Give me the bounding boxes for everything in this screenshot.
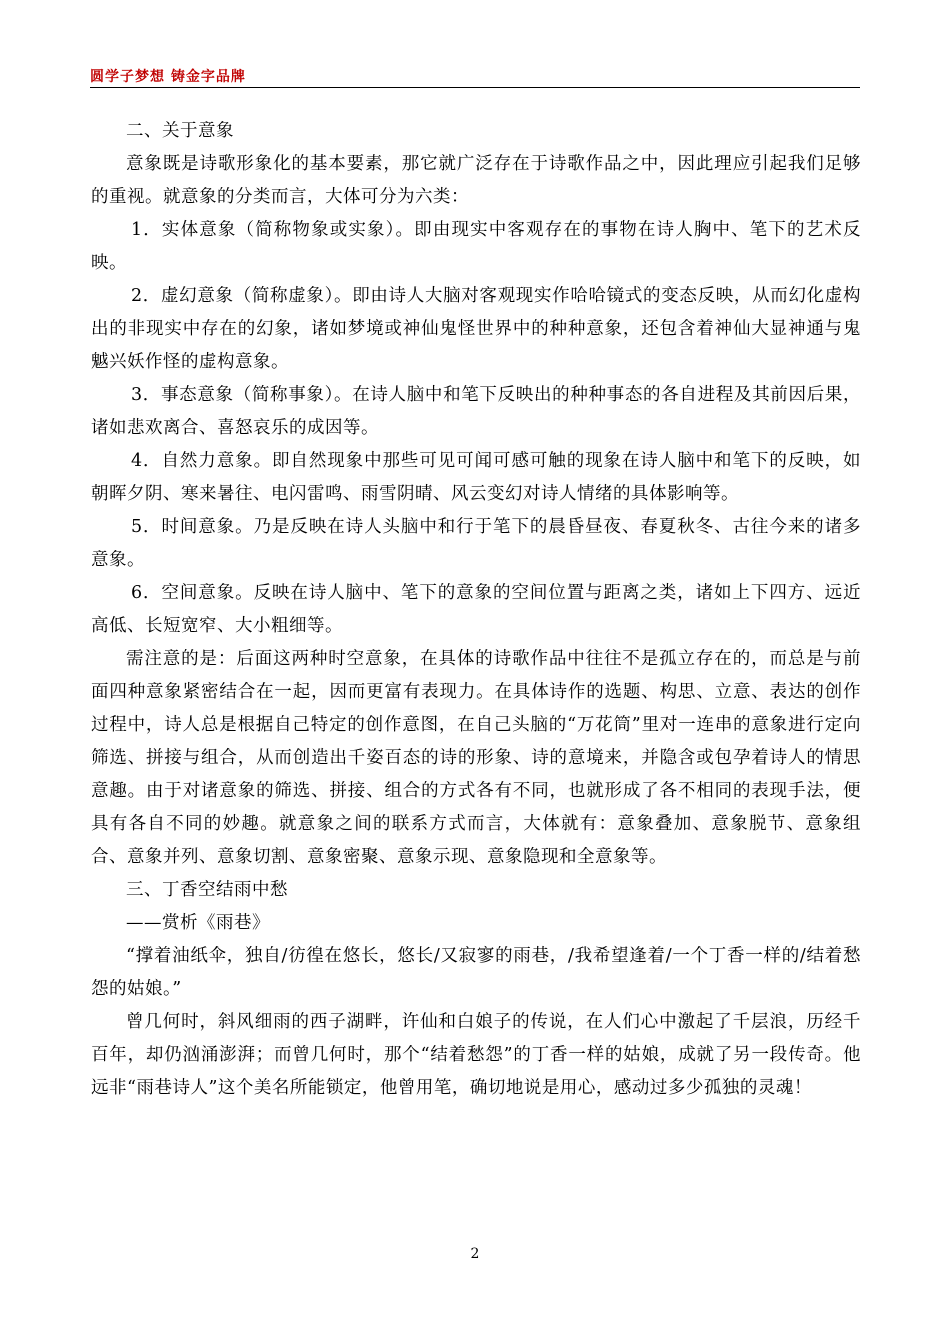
page-header (90, 62, 860, 88)
list-item-4: 4．自然力意象。即自然现象中那些可见可闻可感可触的现象在诗人脑中和笔下的反映，如朝晖夕阴、寒来暑往、电闪雷鸣、雨雪阴晴、风云变幻对诗人情绪的具体影响等。 (91, 451, 861, 504)
page-number: 2 (470, 1246, 480, 1262)
list-item-5: 5．时间意象。乃是反映在诗人头脑中和行于笔下的晨昏昼夜、春夏秋冬、古往今来的诸多意象。 (91, 517, 861, 570)
section-heading-imagery: 二、关于意象 (126, 121, 234, 141)
poem-quote: “撑着油纸伞，独自/彷徨在悠长，悠长/又寂寥的雨巷，/我希望逢着/一个丁香一样的/结着愁怨的姑娘。” (91, 946, 861, 999)
paragraph-intro: 意象既是诗歌形象化的基本要素，那它就广泛存在于诗歌作品之中，因此理应引起我们足够的重视。就意象的分类而言，大体可分为六类： (91, 154, 861, 207)
list-item-3: 3．事态意象（简称事象）。在诗人脑中和笔下反映出的种种事态的各自进程及其前因后果，诸如悲欢离合、喜怒哀乐的成因等。 (91, 385, 861, 438)
paragraph-note: 需注意的是：后面这两种时空意象，在具体的诗歌作品中往往不是孤立存在的，而总是与前面四种意象紧密结合在一起，因而更富有表现力。在具体诗作的选题、构思、立意、表达的创作过程中，诗人总是根据自己特定的创作意图，在自己头脑的“万花筒”里对一连串的意象进行定向筛选、拼接与组合，从而创造出千姿百态的诗的形象、诗的意境来，并隐含或包孕着诗人的情思意趣。由于对诸意象的筛选、拼接、组合的方式各有不同，也就形成了各不相同的表现手法，便具有各自不同的妙趣。就意象之间的联系方式而言，大体就有：意象叠加、意象脱节、意象组合、意象并列、意象切割、意象密聚、意象示现、意象隐现和全意象等。 (91, 649, 861, 867)
list-item-1: 1．实体意象（简称物象或实象）。即由现实中客观存在的事物在诗人胸中、笔下的艺术反映。 (91, 220, 861, 273)
section-subtitle: ——赏析《雨巷》 (126, 913, 270, 933)
document-body (91, 115, 861, 1105)
paragraph-appreciation: 曾几何时，斜风细雨的西子湖畔，许仙和白娘子的传说，在人们心中激起了千层浪，历经千百年，却仍汹涌澎湃；而曾几何时，那个“结着愁怨”的丁香一样的姑娘，成就了另一段传奇。他远非“雨巷诗人”这个美名所能锁定，他曾用笔，确切地说是用心，感动过多少孤独的灵魂！ (91, 1012, 861, 1098)
header-slogan: 圆学子梦想 铸金字品牌 (90, 69, 246, 85)
list-item-2: 2．虚幻意象（简称虚象）。即由诗人大脑对客观现实作哈哈镜式的变态反映，从而幻化虚构出的非现实中存在的幻象，诸如梦境或神仙鬼怪世界中的种种意象，还包含着神仙大显神通与鬼魆兴妖作怪的虚构意象。 (91, 286, 861, 372)
section-heading-lilac: 三、丁香空结雨中愁 (126, 880, 288, 900)
list-item-6: 6．空间意象。反映在诗人脑中、笔下的意象的空间位置与距离之类，诸如上下四方、远近高低、长短宽窄、大小粗细等。 (91, 583, 861, 636)
header-divider (90, 87, 860, 88)
